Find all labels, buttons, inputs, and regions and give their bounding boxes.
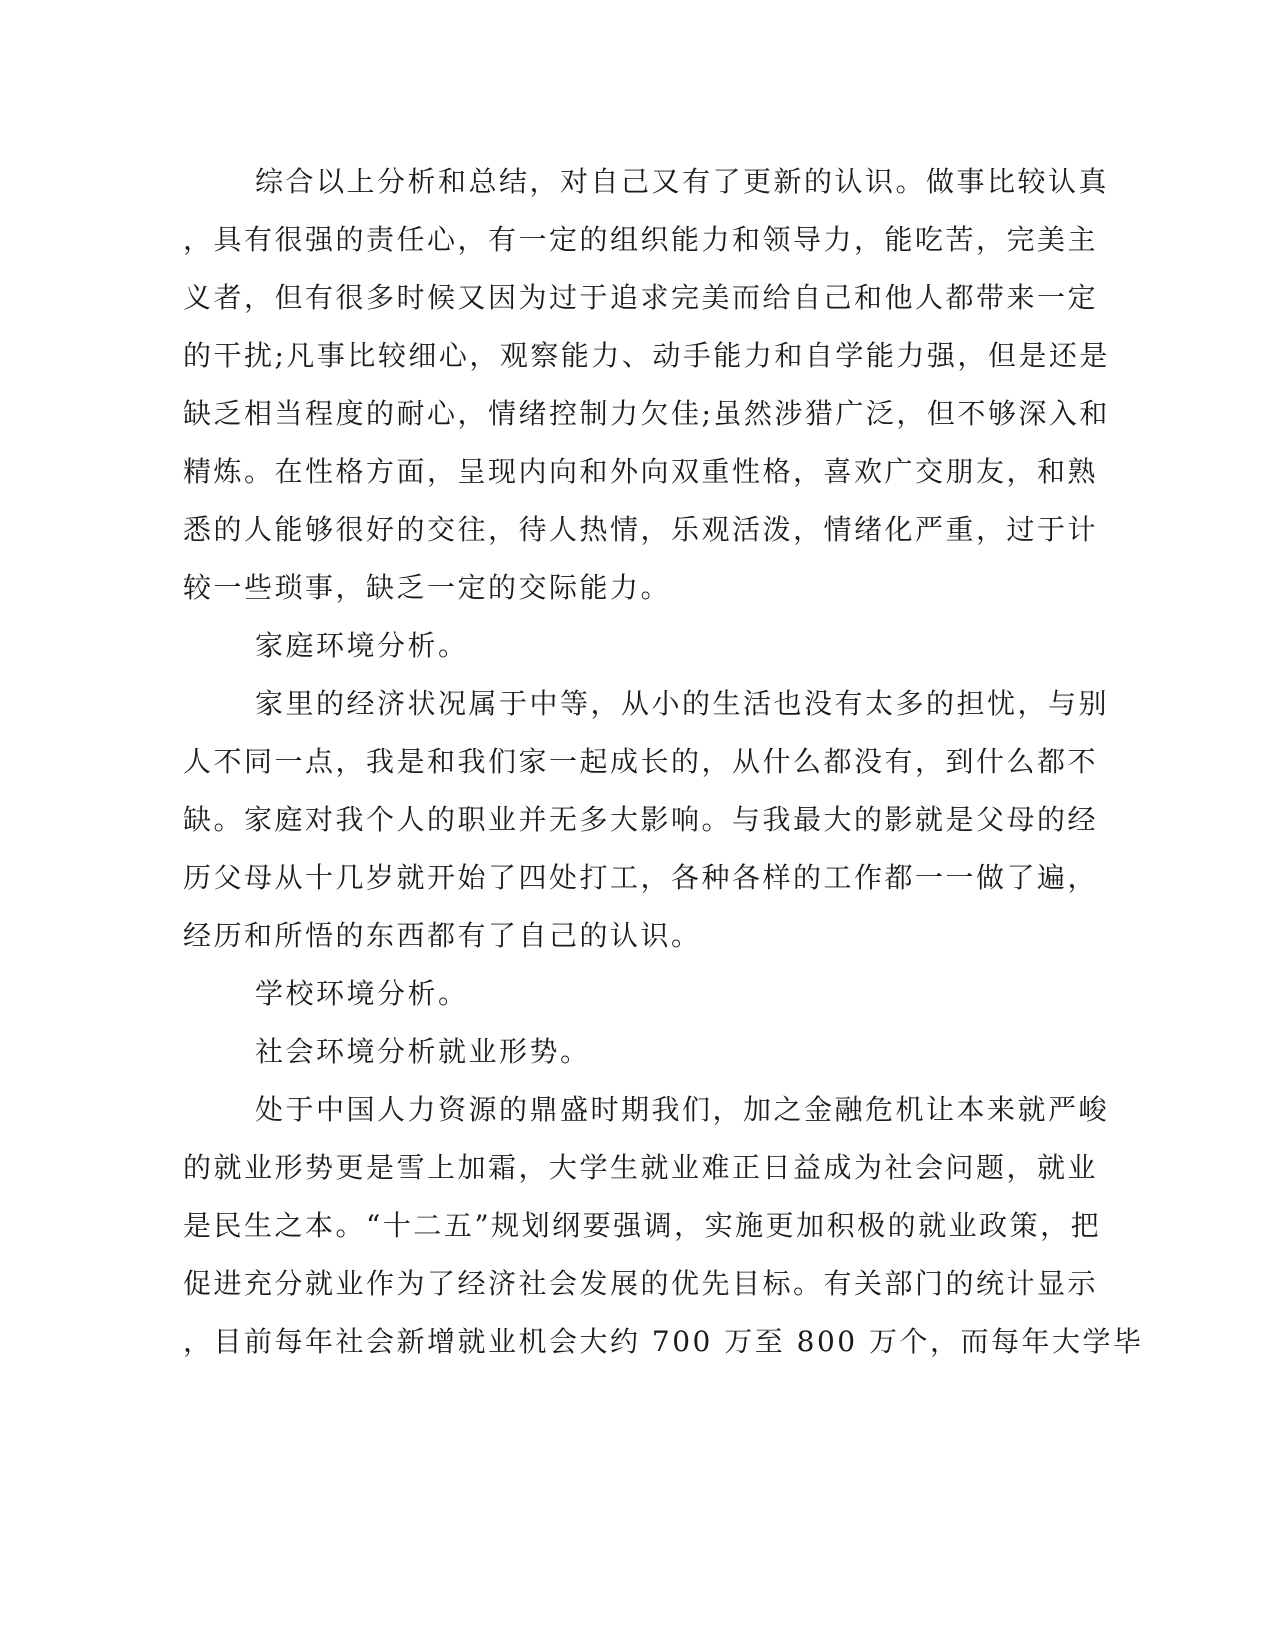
heading-school-environment: 学校环境分析。 bbox=[255, 977, 469, 1010]
paragraph-self-analysis-line-2: ，具有很强的责任心，有一定的组织能力和领导力，能吃苦，完美主 bbox=[183, 223, 1099, 256]
paragraph-self-analysis-line-8: 较一些琐事，缺乏一定的交际能力。 bbox=[183, 571, 672, 604]
paragraph-employment-line-1: 处于中国人力资源的鼎盛时期我们，加之金融危机让本来就严峻 bbox=[255, 1093, 1110, 1126]
paragraph-self-analysis-line-3: 义者，但有很多时候又因为过于追求完美而给自己和他人都带来一定 bbox=[183, 281, 1099, 314]
paragraph-employment-line-2: 的就业形势更是雪上加霜，大学生就业难正日益成为社会问题，就业 bbox=[183, 1151, 1099, 1184]
heading-social-environment: 社会环境分析就业形势。 bbox=[255, 1035, 591, 1068]
paragraph-employment-line-5: ，目前每年社会新增就业机会大约 700 万至 800 万个，而每年大学毕 bbox=[183, 1325, 1144, 1358]
paragraph-self-analysis-line-4: 的干扰;凡事比较细心，观察能力、动手能力和自学能力强，但是还是 bbox=[183, 339, 1110, 372]
paragraph-family-line-4: 历父母从十几岁就开始了四处打工，各种各样的工作都一一做了遍， bbox=[183, 861, 1099, 894]
paragraph-self-analysis-line-5: 缺乏相当程度的耐心，情绪控制力欠佳;虽然涉猎广泛，但不够深入和 bbox=[183, 397, 1110, 430]
paragraph-self-analysis-line-1: 综合以上分析和总结，对自己又有了更新的认识。做事比较认真 bbox=[255, 165, 1110, 198]
paragraph-family-line-5: 经历和所悟的东西都有了自己的认识。 bbox=[183, 919, 702, 952]
heading-family-environment: 家庭环境分析。 bbox=[255, 629, 469, 662]
paragraph-self-analysis-line-6: 精炼。在性格方面，呈现内向和外向双重性格，喜欢广交朋友，和熟 bbox=[183, 455, 1099, 488]
paragraph-employment-line-3: 是民生之本。“十二五”规划纲要强调，实施更加积极的就业政策，把 bbox=[183, 1209, 1102, 1242]
paragraph-family-line-1: 家里的经济状况属于中等，从小的生活也没有太多的担忧，与别 bbox=[255, 687, 1110, 720]
paragraph-self-analysis-line-7: 悉的人能够很好的交往，待人热情，乐观活泼，情绪化严重，过于计 bbox=[183, 513, 1099, 546]
paragraph-family-line-3: 缺。家庭对我个人的职业并无多大影响。与我最大的影就是父母的经 bbox=[183, 803, 1099, 836]
paragraph-family-line-2: 人不同一点，我是和我们家一起成长的，从什么都没有，到什么都不 bbox=[183, 745, 1099, 778]
paragraph-employment-line-4: 促进充分就业作为了经济社会发展的优先目标。有关部门的统计显示 bbox=[183, 1267, 1099, 1300]
